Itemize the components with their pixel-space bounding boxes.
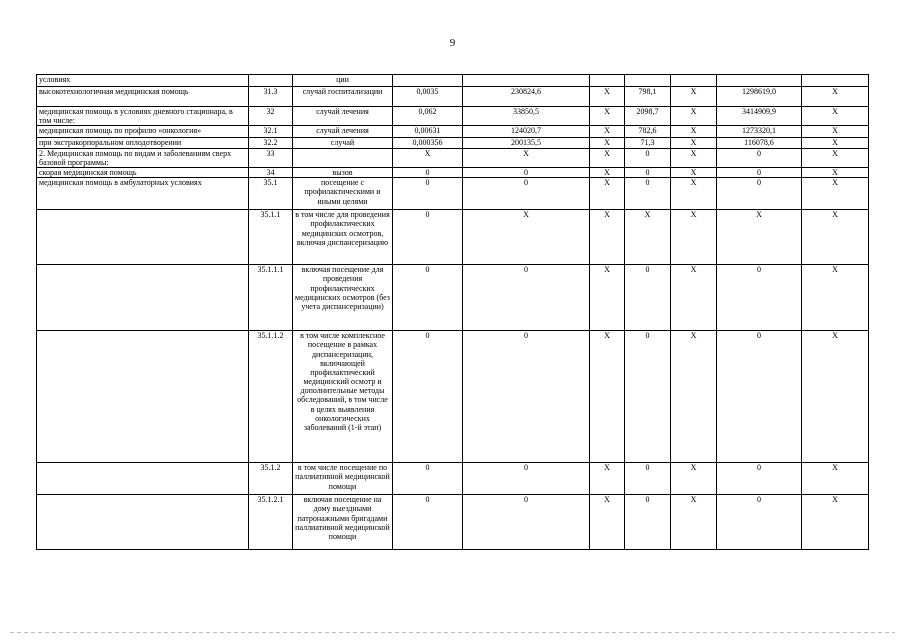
value-cell: 0	[393, 210, 463, 265]
value-cell: Х	[590, 331, 625, 463]
value-cell: 0	[717, 331, 802, 463]
value-cell: Х	[671, 87, 717, 107]
value-cell: 33850,5	[463, 107, 590, 126]
unit-cell: случай госпитализации	[293, 87, 393, 107]
value-cell: 0	[625, 265, 671, 331]
value-cell	[393, 75, 463, 87]
value-cell: Х	[802, 126, 869, 138]
value-cell: Х	[671, 167, 717, 177]
row-number-cell: 32.1	[249, 126, 293, 138]
value-cell: 0	[717, 265, 802, 331]
value-cell: 0	[625, 463, 671, 495]
value-cell	[671, 75, 717, 87]
value-cell: Х	[717, 210, 802, 265]
value-cell: 0	[625, 331, 671, 463]
row-name-cell: медицинская помощь по профилю «онкология»	[37, 126, 249, 138]
value-cell: 0	[393, 331, 463, 463]
value-cell: 0	[717, 178, 802, 210]
value-cell: Х	[671, 178, 717, 210]
value-cell: 0,00631	[393, 126, 463, 138]
value-cell: 2098,7	[625, 107, 671, 126]
scan-artifact-line	[10, 632, 895, 633]
unit-cell: посещение с профилактическими и иными целями	[293, 178, 393, 210]
value-cell: Х	[802, 265, 869, 331]
unit-cell: вызов	[293, 167, 393, 177]
value-cell: Х	[671, 210, 717, 265]
table-row	[37, 148, 869, 167]
value-cell: Х	[590, 107, 625, 126]
row-name-cell: медицинская помощь в условиях дневного стационара, в том числе:	[37, 107, 249, 126]
unit-cell: случай лечения	[293, 107, 393, 126]
value-cell: 0	[393, 265, 463, 331]
table-row	[37, 126, 869, 138]
unit-cell	[293, 148, 393, 167]
row-number-cell: 35.1.1.1	[249, 265, 293, 331]
table-row	[37, 178, 869, 210]
table-row	[37, 495, 869, 550]
value-cell: 230824,6	[463, 87, 590, 107]
value-cell: Х	[671, 138, 717, 148]
value-cell: Х	[671, 126, 717, 138]
tariff-table	[36, 74, 869, 550]
row-name-cell: скорая медицинская помощь	[37, 167, 249, 177]
row-name-cell: при экстракорпоральном оплодотворении	[37, 138, 249, 148]
table-row	[37, 463, 869, 495]
value-cell: 1273320,1	[717, 126, 802, 138]
value-cell: Х	[671, 107, 717, 126]
unit-cell: случай лечения	[293, 126, 393, 138]
value-cell: 0	[393, 463, 463, 495]
row-name-cell: медицинская помощь в амбулаторных условиях	[37, 178, 249, 210]
value-cell: 0	[463, 331, 590, 463]
table-row	[37, 167, 869, 177]
value-cell: 0	[717, 463, 802, 495]
row-number-cell: 31.3	[249, 87, 293, 107]
row-name-cell	[37, 331, 249, 463]
row-number-cell: 32	[249, 107, 293, 126]
value-cell: Х	[802, 210, 869, 265]
row-name-cell: условиях	[37, 75, 249, 87]
value-cell: Х	[671, 265, 717, 331]
value-cell: Х	[671, 148, 717, 167]
value-cell: 0	[717, 148, 802, 167]
value-cell	[625, 75, 671, 87]
row-number-cell: 33	[249, 148, 293, 167]
value-cell: Х	[590, 138, 625, 148]
value-cell: Х	[802, 495, 869, 550]
value-cell: Х	[802, 463, 869, 495]
unit-cell: случай	[293, 138, 393, 148]
table-row	[37, 265, 869, 331]
value-cell: Х	[671, 463, 717, 495]
value-cell: Х	[802, 148, 869, 167]
value-cell: 0	[463, 265, 590, 331]
value-cell: Х	[802, 167, 869, 177]
value-cell: 0	[393, 495, 463, 550]
value-cell: 0	[393, 178, 463, 210]
row-name-cell	[37, 210, 249, 265]
value-cell: 0,0035	[393, 87, 463, 107]
value-cell: 116078,6	[717, 138, 802, 148]
value-cell: Х	[802, 87, 869, 107]
row-name-cell	[37, 463, 249, 495]
value-cell: Х	[590, 210, 625, 265]
row-number-cell: 35.1.2.1	[249, 495, 293, 550]
value-cell: 782,6	[625, 126, 671, 138]
row-number-cell: 35.1.1.2	[249, 331, 293, 463]
value-cell: 0	[463, 167, 590, 177]
value-cell	[802, 75, 869, 87]
value-cell: 124020,7	[463, 126, 590, 138]
table-row	[37, 138, 869, 148]
value-cell: 3414909,9	[717, 107, 802, 126]
value-cell: 0	[625, 148, 671, 167]
value-cell: 0,062	[393, 107, 463, 126]
page-number: 9	[449, 37, 456, 49]
value-cell: 1298619,0	[717, 87, 802, 107]
value-cell: Х	[671, 495, 717, 550]
value-cell	[590, 75, 625, 87]
value-cell: Х	[802, 331, 869, 463]
value-cell: Х	[625, 210, 671, 265]
value-cell: 0	[625, 178, 671, 210]
value-cell: Х	[590, 167, 625, 177]
value-cell: 0	[625, 495, 671, 550]
value-cell: 798,1	[625, 87, 671, 107]
row-number-cell: 34	[249, 167, 293, 177]
value-cell: 200135,5	[463, 138, 590, 148]
table-row	[37, 210, 869, 265]
unit-cell: ции	[293, 75, 393, 87]
value-cell: 0	[625, 167, 671, 177]
value-cell: Х	[393, 148, 463, 167]
value-cell: 71,3	[625, 138, 671, 148]
value-cell: Х	[463, 210, 590, 265]
row-number-cell: 32.2	[249, 138, 293, 148]
row-number-cell: 35.1	[249, 178, 293, 210]
value-cell: 0	[463, 495, 590, 550]
value-cell: Х	[671, 331, 717, 463]
value-cell: Х	[590, 87, 625, 107]
value-cell: 0	[463, 178, 590, 210]
table-row	[37, 331, 869, 463]
value-cell: Х	[802, 178, 869, 210]
row-number-cell: 35.1.1	[249, 210, 293, 265]
row-name-cell: высокотехнологичная медицинская помощь	[37, 87, 249, 107]
value-cell: Х	[802, 107, 869, 126]
value-cell: Х	[590, 463, 625, 495]
value-cell: Х	[463, 148, 590, 167]
row-name-cell: 2. Медицинская помощь по видам и заболеваниям сверх базовой программы:	[37, 148, 249, 167]
value-cell: Х	[802, 138, 869, 148]
row-name-cell	[37, 495, 249, 550]
row-name-cell	[37, 265, 249, 331]
value-cell: Х	[590, 148, 625, 167]
value-cell: Х	[590, 495, 625, 550]
unit-cell: в том числе посещение по паллиативной медицинской помощи	[293, 463, 393, 495]
row-number-cell: 35.1.2	[249, 463, 293, 495]
row-number-cell	[249, 75, 293, 87]
value-cell: 0	[463, 463, 590, 495]
value-cell	[717, 75, 802, 87]
value-cell: Х	[590, 265, 625, 331]
table-row	[37, 87, 869, 107]
value-cell: 0	[717, 167, 802, 177]
value-cell: Х	[590, 126, 625, 138]
value-cell: 0	[393, 167, 463, 177]
unit-cell: включая посещение на дому выездными патронажными бригадами паллиативной медицинской помощи	[293, 495, 393, 550]
table-row	[37, 75, 869, 87]
table-row	[37, 107, 869, 126]
unit-cell: в том числе для проведения профилактических медицинских осмотров, включая диспансеризацию	[293, 210, 393, 265]
unit-cell: включая посещение для проведения профилактических медицинских осмотров (без учета диспансеризации)	[293, 265, 393, 331]
value-cell: Х	[590, 178, 625, 210]
value-cell	[463, 75, 590, 87]
unit-cell: в том числе комплексное посещение в рамках диспансеризации, включающей профилактический медицинский осмотр и дополнительные методы обследований, в том числе в целях выявления онкологических заболеваний (1-й этап)	[293, 331, 393, 463]
value-cell: 0,000356	[393, 138, 463, 148]
value-cell: 0	[717, 495, 802, 550]
table-body	[37, 75, 869, 550]
